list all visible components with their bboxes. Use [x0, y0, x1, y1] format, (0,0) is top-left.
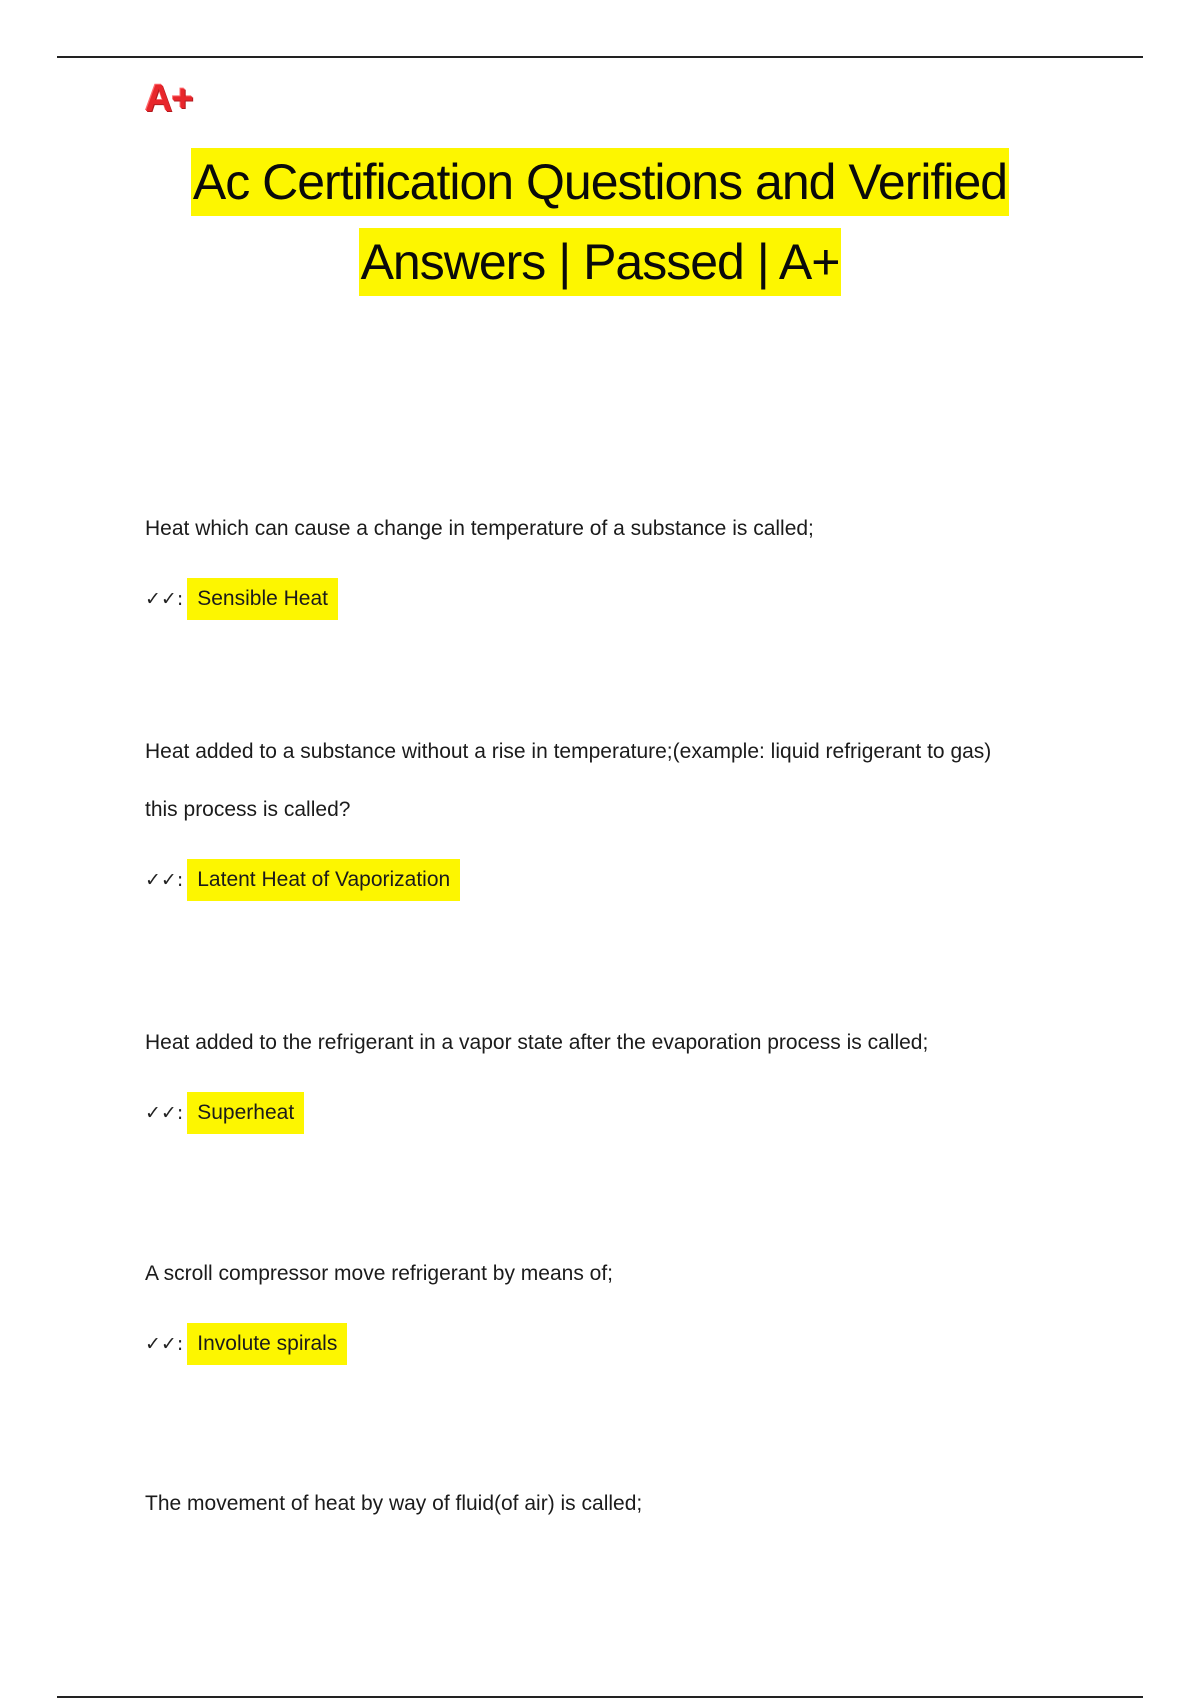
answer-line [145, 1323, 1065, 1365]
double-check-icon: ✓✓: [145, 869, 184, 891]
answer-text: Superheat [187, 1092, 304, 1134]
grade-badge: A+ [145, 78, 193, 120]
answer-line [145, 578, 1065, 620]
qa-item [145, 723, 1065, 901]
double-check-icon: ✓✓: [145, 1102, 184, 1124]
answer-text: Latent Heat of Vaporization [187, 859, 460, 901]
double-check-icon: ✓✓: [145, 588, 184, 610]
question-text: A scroll compressor move refrigerant by means of; [145, 1262, 614, 1285]
question-text-line-1: Heat added to a substance without a rise in temperature;(example: liquid refrigerant to gas) [145, 740, 992, 763]
double-check-icon: ✓✓: [145, 1333, 184, 1355]
qa-item [145, 500, 1065, 620]
answer-text: Sensible Heat [187, 578, 338, 620]
top-rule [57, 56, 1143, 58]
qa-item [145, 1475, 1065, 1533]
title-line-2: Answers | Passed | A+ [359, 228, 842, 296]
bottom-rule [57, 1696, 1143, 1698]
answer-text: Involute spirals [187, 1323, 347, 1365]
document-title [150, 142, 1050, 302]
question-text-line-2: this process is called? [145, 798, 351, 821]
qa-item [145, 1245, 1065, 1365]
title-line-1: Ac Certification Questions and Verified [191, 148, 1009, 216]
qa-item [145, 1014, 1065, 1134]
question-text: Heat which can cause a change in temperature of a substance is called; [145, 517, 814, 540]
question-text: Heat added to the refrigerant in a vapor state after the evaporation process is called; [145, 1031, 929, 1054]
answer-line [145, 859, 1065, 901]
question-text: The movement of heat by way of fluid(of air) is called; [145, 1492, 643, 1515]
answer-line [145, 1092, 1065, 1134]
